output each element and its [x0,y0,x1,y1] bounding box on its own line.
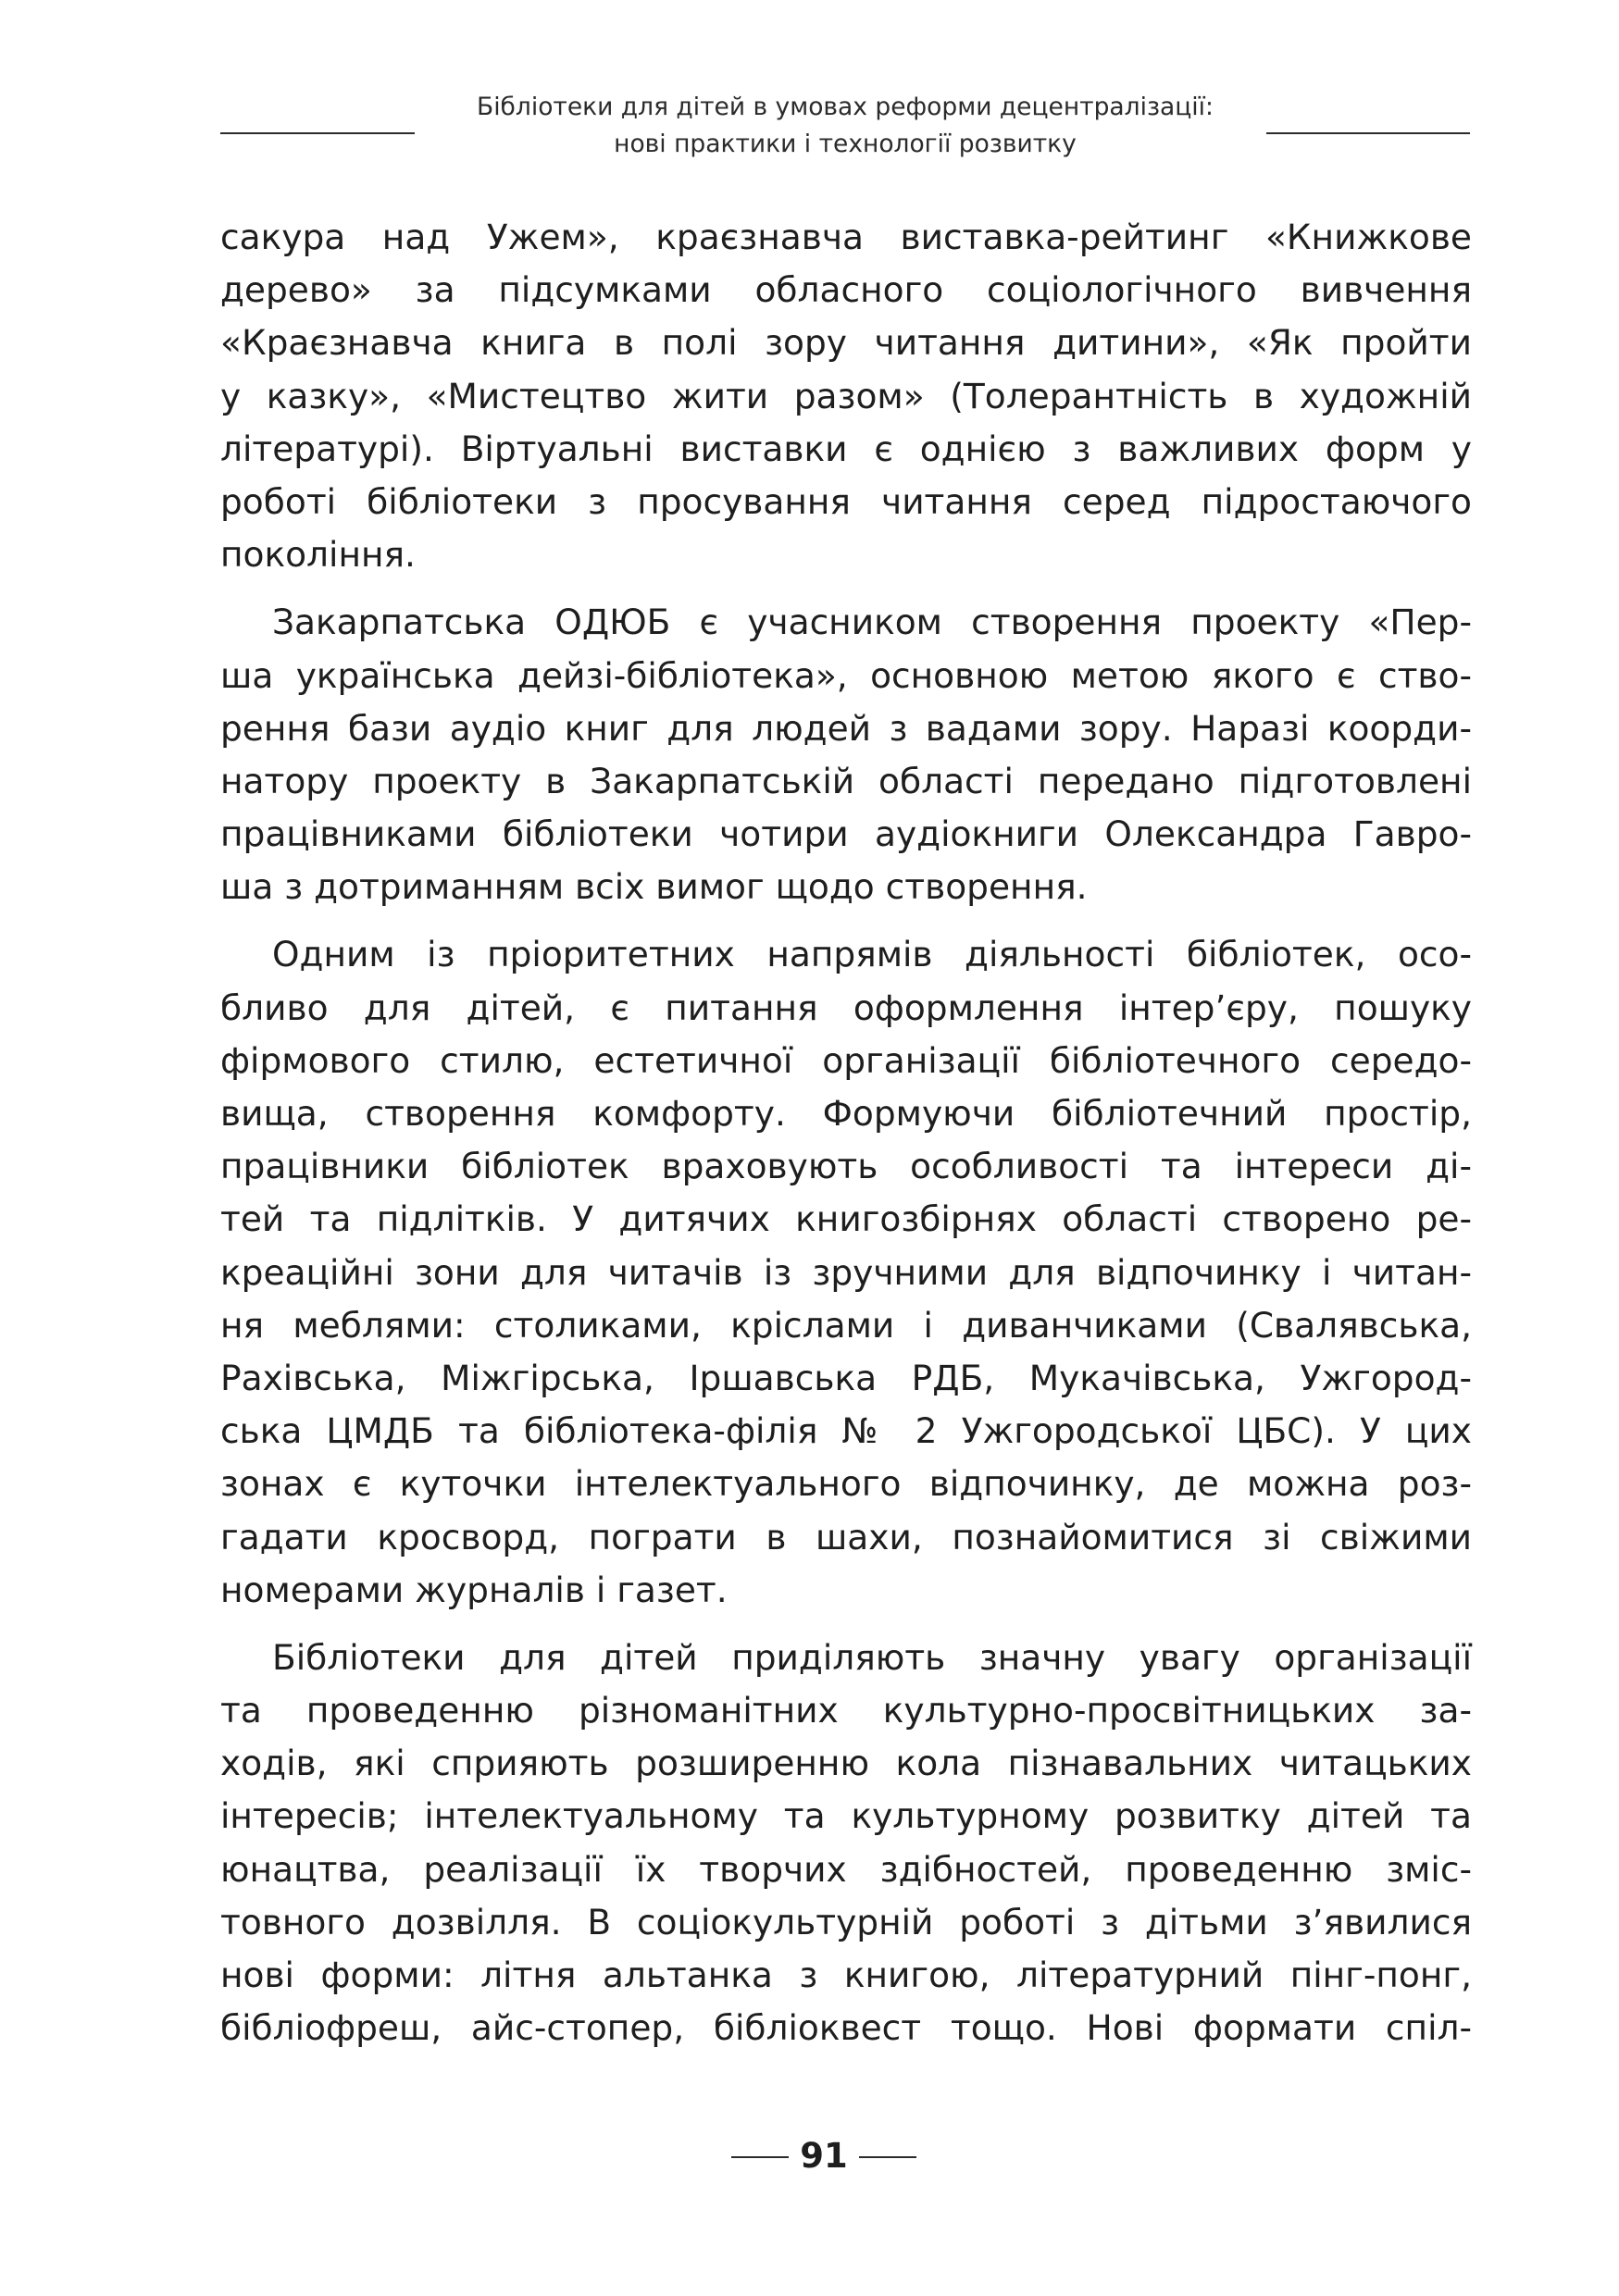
text-line: інтересів; інтелектуальному та культурному розвитку дітей та [220,1795,1472,1837]
paragraph-1 [220,211,1472,581]
text-line: креаційні зони для читачів із зручними для відпочинку і читан- [220,1251,1472,1293]
text-line: бібліофреш, айс-стопер, бібліоквест тощо. Нові формати спіл- [220,2007,1472,2049]
text-line: «Краєзнавча книга в полі зору читання дитини», «Як пройти [220,322,1472,364]
text-line: товного дозвілля. В соціокультурній роботі з дітьми з’явилися [220,1901,1472,1942]
text-line: номерами журналів і газет. [220,1569,728,1610]
paragraph-4 [220,1632,1472,2055]
text-line: Бібліотеки для дітей приділяють значну увагу організації [272,1636,1472,1678]
text-line: дерево» за підсумками обласного соціологічного вивчення [220,269,1472,311]
text-line: зонах є куточки інтелектуального відпочинку, де можна роз- [220,1463,1472,1505]
text-line: працівниками бібліотеки чотири аудіокниги Олександра Гавро- [220,813,1472,855]
text-line: Одним із пріоритетних напрямів діяльності бібліотек, осо- [272,934,1472,975]
footer-dash-right [859,2156,916,2158]
text-line: роботі бібліотеки з просування читання серед підростаючого [220,480,1472,522]
text-line: натору проекту в Закарпатській області передано підготовлені [220,760,1472,801]
text-line: працівники бібліотек враховують особливості та інтереси ді- [220,1146,1472,1187]
text-line: Рахівська, Міжгірська, Іршавська РДБ, Мукачівська, Ужгород- [220,1357,1472,1398]
paragraph-2 [220,596,1472,913]
text-line: рення бази аудіо книг для людей з вадами зору. Наразі коорди- [220,707,1472,749]
text-line: гадати кросворд, пограти в шахи, познайомитися зі свіжими [220,1516,1472,1558]
running-header-line-1: Бібліотеки для дітей в умовах реформи децентралізації: [477,93,1214,121]
text-line: ша з дотриманням всіх вимог щодо створення. [220,866,1088,908]
text-line: нові форми: літня альтанка з книгою, літературний пінг-понг, [220,1955,1472,1995]
body-text [220,211,1472,2069]
text-line: фірмового стилю, естетичної організації бібліотечного середо- [220,1039,1472,1081]
text-line: сакура над Ужем», краєзнавча виставка-рейтинг «Книжкове [220,217,1472,257]
text-line: та проведенню різноманітних культурно-просвітницьких за- [220,1690,1472,1731]
paragraph-3 [220,928,1472,1616]
page-number: 91 [800,2136,848,2176]
text-line: літературі). Віртуальні виставки є однією з важливих форм у [220,428,1472,469]
text-line: тей та підлітків. У дитячих книгозбірнях області створено ре- [220,1198,1472,1240]
text-line: вища, створення комфорту. Формуючи бібліотечний простір, [220,1093,1472,1134]
text-line: покоління. [220,534,416,576]
text-line: у казку», «Мистецтво жити разом» (Толерантність в художній [220,375,1472,416]
running-header [220,89,1470,163]
text-line: ня меблями: столиками, кріслами і диванчиками (Свалявська, [220,1304,1472,1346]
running-header-line-2: нові практики і технології розвитку [614,130,1077,158]
text-line: Закарпатська ОДЮБ є учасником створення проекту «Пер- [272,602,1472,643]
text-line: ська ЦМДБ та бібліотека-філія № 2 Ужгородської ЦБС). У цих [220,1410,1472,1452]
text-line: бливо для дітей, є питання оформлення інтер’єру, пошуку [220,987,1472,1028]
footer-dash-left [731,2156,789,2158]
page-footer [0,2130,1619,2186]
text-line: ходів, які сприяють розширенню кола пізнавальних читацьких [220,1743,1472,1784]
text-line: юнацтва, реалізації їх творчих здібностей, проведенню зміс- [220,1848,1472,1890]
text-line: ша українська дейзі-бібліотека», основною метою якого є ство- [220,654,1472,696]
